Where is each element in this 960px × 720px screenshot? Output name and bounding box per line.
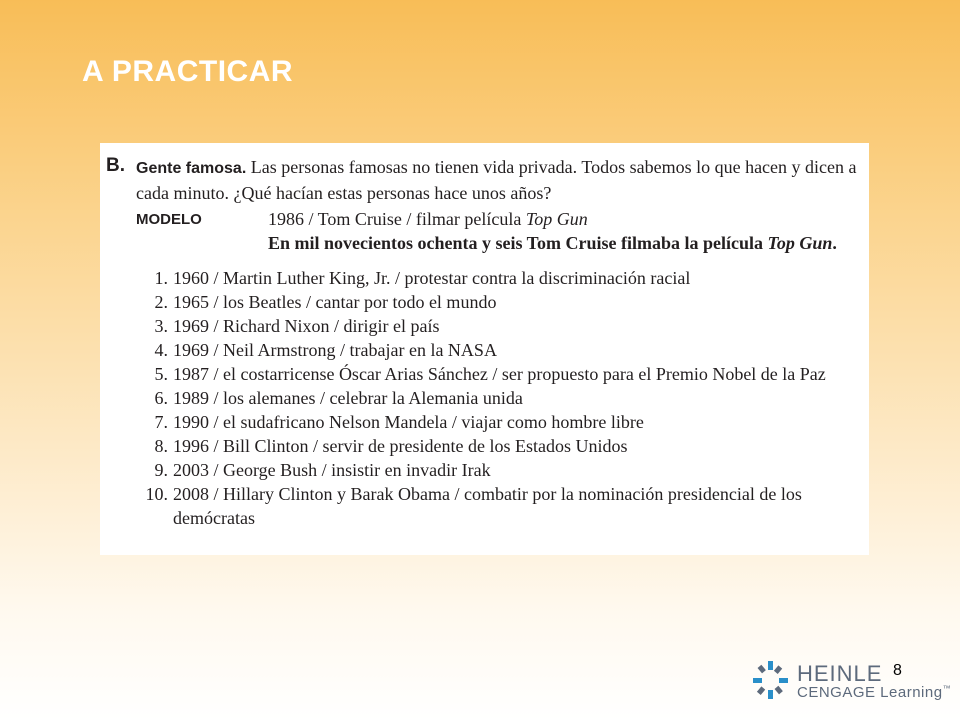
item-number: 2. (154, 292, 168, 312)
exercise-letter: B. (106, 155, 125, 176)
item-text: 2008 / Hillary Clinton y Barak Obama / combatir por la nominación presidencial de los demócratas (173, 484, 802, 528)
modelo-answer-title: Top Gun (767, 233, 833, 253)
exercise-heading: Gente famosa. (136, 160, 247, 177)
modelo-answer-text: En mil novecientos ochenta y seis Tom Cruise filmaba la película (268, 233, 768, 253)
exercise-item (128, 314, 863, 338)
logo-heinle-text: HEINLE (797, 661, 883, 686)
item-number: 10. (145, 484, 168, 504)
exercise-item (128, 482, 863, 530)
modelo-prompt-title: Top Gun (525, 209, 588, 229)
modelo-answer (268, 233, 837, 254)
exercise-item-list (128, 266, 863, 530)
modelo-label: MODELO (136, 211, 202, 228)
item-text: 1990 / el sudafricano Nelson Mandela / viajar como hombre libre (173, 412, 644, 432)
modelo-answer-end: . (832, 233, 837, 253)
item-number: 1. (154, 268, 168, 288)
page-number: 8 (893, 662, 902, 679)
exercise-panel (100, 143, 869, 555)
publisher-logo (750, 655, 950, 710)
exercise-item (128, 386, 863, 410)
modelo-prompt (268, 209, 588, 230)
item-number: 3. (154, 316, 168, 336)
exercise-item (128, 458, 863, 482)
item-number: 4. (154, 340, 168, 360)
item-number: 5. (154, 364, 168, 384)
logo-cengage-label: CENGAGE Learning (797, 684, 943, 701)
slide-title: A PRACTICAR (82, 55, 294, 88)
item-text: 1969 / Richard Nixon / dirigir el país (173, 316, 440, 336)
item-text: 1960 / Martin Luther King, Jr. / protestar contra la discriminación racial (173, 268, 691, 288)
item-text: 1965 / los Beatles / cantar por todo el mundo (173, 292, 497, 312)
logo-cengage-text (797, 684, 951, 701)
item-text: 1989 / los alemanes / celebrar la Alemania unida (173, 388, 523, 408)
item-number: 7. (154, 412, 168, 432)
item-text: 1987 / el costarricense Óscar Arias Sánchez / ser propuesto para el Premio Nobel de la Paz (173, 364, 826, 384)
trademark-symbol: ™ (942, 684, 952, 693)
exercise-item (128, 266, 863, 290)
item-number: 9. (154, 460, 168, 480)
exercise-item (128, 290, 863, 314)
exercise-instructions (136, 155, 861, 205)
exercise-item (128, 410, 863, 434)
item-number: 6. (154, 388, 168, 408)
modelo-prompt-text: 1986 / Tom Cruise / filmar película (268, 209, 526, 229)
item-text: 2003 / George Bush / insistir en invadir Irak (173, 460, 491, 480)
item-number: 8. (154, 436, 168, 456)
exercise-item (128, 362, 863, 386)
item-text: 1969 / Neil Armstrong / trabajar en la NASA (173, 340, 497, 360)
cengage-mark-icon (750, 659, 792, 701)
exercise-item (128, 338, 863, 362)
exercise-instructions-text: Las personas famosas no tienen vida privada. Todos sabemos lo que hacen y dicen a cada minuto. ¿Qué hacían estas personas hace unos años? (136, 157, 857, 203)
exercise-item (128, 434, 863, 458)
item-text: 1996 / Bill Clinton / servir de presidente de los Estados Unidos (173, 436, 628, 456)
